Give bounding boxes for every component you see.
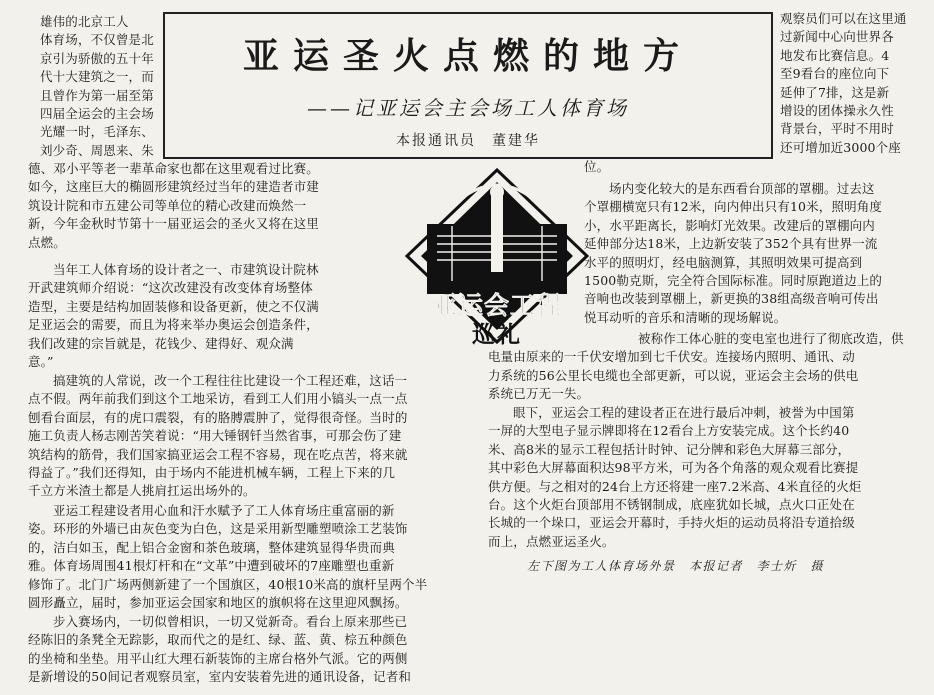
paragraph-5-continued: 观察员们可以在这里通 过新闻中心向世界各 地发布比赛信息。4 至9看台的座位向下 延伸了7排，这是新 增设的团体操永久性 背景台，平时不用时 还可增加近3000个座 — [780, 11, 907, 155]
paragraph-4: 亚运工程建设者用心血和汗水赋予了工人体育场庄重富丽的新 姿。环形的外墙已由灰色变为白色，这是采用新型雕塑喷涂工艺装饰 的，洁白如玉，配上铝合金窗和茶色玻璃，整体建筑显得华贵而典 雅。体育场周围41根灯杆和在“文革”中遭到破坏的7座雕塑也重新 修饰了。北门广场两侧新建了一个国旗区，40根10米高的旗杆呈两个半 圆形矗立，届时，参加亚运会国家和地区的旗帜将在这里迎风飘扬。 — [28, 503, 428, 611]
paragraph-1-wide: 德、邓小平等老一辈革命家也都在这里观看过比赛。 如今，这座巨大的椭圆形建筑经过当年的建造者市建 筑设计院和市五建公司等单位的精心改建而焕然一 新，今年金秋时节第十一届亚运会的圣火又将在这里 点燃。 — [28, 161, 319, 250]
paragraph-3: 搞建筑的人常说，改一个工程往往比建设一个工程还难，这话一 点不假。两年前我们到这个工地采访，看到工人们用小镐头一点一点 刨看台面层，有的虎口震裂，有的胳膊震肿了，觉得很奇怪。当时的 施工负责人杨志刚苦笑着说：“用大锤钢钎当然省事，可那会伤了建 筑结构的筋骨，我们国家搞亚运会工程不容易，现在吃点苦，将来就 得益了。”我们还得知，由于场内不能进机械车辆，工程上下来的几 千立方米渣土都是人挑肩扛运出场外的。 — [28, 373, 408, 499]
paragraph-8: 眼下，亚运会工程的建设者正在进行最后冲刺，被誉为中国第 一屏的大型电子显示牌即将在12看台上方安装完成。这个长约40 米、高8米的显示工程包括计时钟、记分牌和彩色大屏幕三部分， 其中彩色大屏幕面积达98平方米，可为各个角落的观众观看比赛提 供方便。与之相对的24台上方还将建一座7.2米高、4米直径的火炬 台。这个火炬台顶部用不锈钢制成，底座犹如长城，点火口正处在 长城的一个垛口，亚运会开幕时，手持火炬的运动员将沿专道拾级 而上，点燃亚运圣火。 — [488, 405, 862, 549]
logo-subtitle: 巡礼 — [472, 321, 522, 348]
paragraph-2: 当年工人体育场的设计者之一、市建筑设计院林 开武建筑师介绍说：“这次改建没有改变体育场整体 造型，主要是结构加固装修和设备更新，使之不仅满 足亚运会的需要，而且为将来举办奥运会创造条件， 我们改建的宗旨就是，花钱少、建得好、观众满 意。” — [28, 262, 319, 370]
byline: 本报通讯员 董建华 — [396, 133, 540, 149]
stadium-emblem-icon — [397, 166, 597, 352]
logo-title: 亚运会工程 — [431, 291, 563, 320]
paragraph-6: 场内变化较大的是东西看台顶部的罩棚。过去这 个罩棚横宽只有12米，向内伸出只有10米，照明角度 小，水平距离长，影响灯光效果。改建后的罩棚向内 延伸部分达18米，上边新安装了352个具有世界一流 水平的照明灯，经电脑测算，其照明效果可提高到 1500勒克斯，完全符合国际标准。同时原跑道边上的 音响也改装到罩棚上，新更换的38组高级音响可传出 悦耳动听的音乐和清晰的现场解说。 — [584, 181, 883, 325]
paragraph-5: 步入赛场内，一切似曾相识，一切又觉新奇。看台上原来那些已 经陈旧的条凳全无踪影，取而代之的是红、绿、蓝、黄、棕五种颜色 的坐椅和坐垫。用平山红大理石新装饰的主席台格外气派。它的两侧 是新增设的50间记者观察员室，室内安装着先进的通讯设备，记者和 — [28, 614, 412, 685]
paragraph-7: 被称作工体心脏的变电室也进行了彻底改造，供 电量由原来的一千伏安增加到七千伏安。连接场内照明、通讯、动 力系统的56公里长电缆也全部更新，可以说，亚运会主会场的供电 系统已万无一失。 — [488, 331, 904, 402]
paragraph-5-end: 位。 — [584, 159, 610, 174]
subheadline: ——记亚运会主会场工人体育场 — [307, 96, 629, 120]
paragraph-1-narrow: 雄伟的北京工人 体育场，不仅曾是北 京引为骄傲的五十年 代十大建筑之一，而 且曾作为第一届至第 四届全运会的主会场 光耀一时，毛泽东、 刘少奇、周恩来、朱 — [40, 14, 154, 158]
article-banner — [163, 12, 773, 159]
photo-caption: 左下图为工人体育场外景 本报记者 李士炘 摄 — [527, 559, 825, 573]
section-logo — [397, 166, 597, 352]
headline: 亚运圣火点燃的地方 — [242, 35, 693, 77]
